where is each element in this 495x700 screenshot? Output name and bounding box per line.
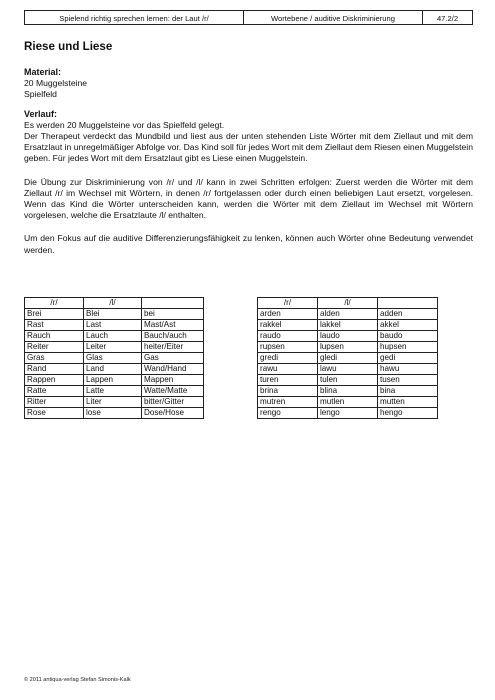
- table-row: [258, 331, 438, 342]
- table-cell: Blei: [84, 309, 142, 320]
- word-table: [24, 297, 204, 419]
- table-cell: Rand: [25, 364, 84, 375]
- table-row: [258, 408, 438, 419]
- table-row: [258, 386, 438, 397]
- verlauf-paragraph-3: Um den Fokus auf die auditive Differenzierungsfähigkeit zu lenken, können auch Wörter ohne Bedeutung verwendet werden.: [24, 233, 473, 255]
- table-cell: tulen: [318, 375, 378, 386]
- table-cell: laudo: [318, 331, 378, 342]
- table-cell: heiter/Eiter: [142, 342, 204, 353]
- table-row: [258, 397, 438, 408]
- material-heading: Material:: [24, 67, 62, 77]
- table-cell: Gras: [25, 353, 84, 364]
- copyright-footer: © 2011 antiqua-verlag Stefan Simonis-Kalk: [24, 677, 131, 683]
- table-row: [25, 331, 204, 342]
- table-cell: lakkel: [318, 320, 378, 331]
- table-cell: Leiter: [84, 342, 142, 353]
- verlauf-section: [24, 109, 473, 256]
- table-cell: rakkel: [258, 320, 318, 331]
- table-cell: tusen: [378, 375, 438, 386]
- table-cell: Rast: [25, 320, 84, 331]
- table-cell: hengo: [378, 408, 438, 419]
- verlauf-intro-line: Es werden 20 Muggelsteine vor das Spielfeld gelegt.: [24, 119, 225, 130]
- table-cell: Bauch/auch: [142, 331, 204, 342]
- table-cell: Ritter: [25, 397, 84, 408]
- table-cell: lawu: [318, 364, 378, 375]
- table-cell: Dose/Hose: [142, 408, 204, 419]
- table-row: [258, 320, 438, 331]
- column-header: /r/: [258, 298, 318, 309]
- table-row: [258, 353, 438, 364]
- table-cell: rengo: [258, 408, 318, 419]
- column-header: /l/: [318, 298, 378, 309]
- table-cell: bina: [378, 386, 438, 397]
- header-series: Spielend richtig sprechen lernen: der Laut /r/: [25, 11, 244, 24]
- table-cell: Lauch: [84, 331, 142, 342]
- table-cell: arden: [258, 309, 318, 320]
- table-cell: Lappen: [84, 375, 142, 386]
- table-cell: baudo: [378, 331, 438, 342]
- table-cell: mutren: [258, 397, 318, 408]
- table-cell: Reiter: [25, 342, 84, 353]
- table-cell: Mast/Ast: [142, 320, 204, 331]
- table-cell: hawu: [378, 364, 438, 375]
- table-header-row: [258, 298, 438, 309]
- column-header: [142, 298, 204, 309]
- table-cell: Brei: [25, 309, 84, 320]
- table-cell: Land: [84, 364, 142, 375]
- table-cell: hupsen: [378, 342, 438, 353]
- table-row: [25, 408, 204, 419]
- table-cell: bitter/Gitter: [142, 397, 204, 408]
- table-cell: gledi: [318, 353, 378, 364]
- table-row: [258, 364, 438, 375]
- verlauf-heading: Verlauf:: [24, 108, 58, 119]
- table-header-row: [25, 298, 204, 309]
- table-cell: Wand/Hand: [142, 364, 204, 375]
- table-cell: raudo: [258, 331, 318, 342]
- table-row: [25, 320, 204, 331]
- column-header: /l/: [84, 298, 142, 309]
- table-cell: Rose: [25, 408, 84, 419]
- table-cell: Glas: [84, 353, 142, 364]
- table-row: [258, 375, 438, 386]
- table-cell: blina: [318, 386, 378, 397]
- document-body: [24, 40, 473, 268]
- table-cell: bei: [142, 309, 204, 320]
- table-cell: gredi: [258, 353, 318, 364]
- table-cell: alden: [318, 309, 378, 320]
- table-cell: Watte/Matte: [142, 386, 204, 397]
- verlauf-instructions: Der Therapeut verdeckt das Mundbild und liest aus der unten stehenden Liste Wörter mit dem Ziellaut und mit dem Ersatzlaut in unregelmäßiger Abfolge vor. Das Kind soll für jedes Wort mit dem Ziellaut dem Riesen einen Muggelstein geben. Für jedes Wort mit dem Ersatzlaut gibt es Liese einen Muggelstein.: [24, 131, 473, 164]
- page-header: [24, 10, 473, 25]
- page-title: Riese und Liese: [24, 40, 113, 53]
- table-row: [258, 309, 438, 320]
- table-cell: rupsen: [258, 342, 318, 353]
- table-cell: Gas: [142, 353, 204, 364]
- verlauf-paragraph-1: [24, 120, 473, 165]
- table-cell: Latte: [84, 386, 142, 397]
- table-cell: lengo: [318, 408, 378, 419]
- table-row: [258, 342, 438, 353]
- table-row: [25, 342, 204, 353]
- table-cell: Rauch: [25, 331, 84, 342]
- material-item: 20 Muggelsteine: [24, 78, 88, 89]
- table-cell: Ratte: [25, 386, 84, 397]
- header-page-number: 47.2/2: [436, 14, 459, 23]
- material-section: [24, 67, 473, 101]
- table-row: [25, 375, 204, 386]
- table-cell: akkel: [378, 320, 438, 331]
- table-cell: rawu: [258, 364, 318, 375]
- column-header: /r/: [25, 298, 84, 309]
- table-cell: mutten: [378, 397, 438, 408]
- table-row: [25, 364, 204, 375]
- verlauf-paragraph-2: Die Übung zur Diskriminierung von /r/ und /l/ kann in zwei Schritten erfolgen: Zuerst werden die Wörter mit dem Ziellaut /r/ im Wechsel mit Wörtern, in denen /r/ fortgelassen oder durch einen beliebigen Laut ersetzt, vorgelesen. Wenn das Kind die Wörter unterscheiden kann, werden die Wörter mit dem Ziellaut im Wechsel mit Wörtern vorgelesen, welche die Ersatzlaute /l/ enthalten.: [24, 176, 473, 221]
- column-header: [378, 298, 438, 309]
- table-cell: Rappen: [25, 375, 84, 386]
- table-cell: Last: [84, 320, 142, 331]
- table-row: [25, 397, 204, 408]
- table-cell: Liter: [84, 397, 142, 408]
- nonsense-word-table: [257, 297, 438, 419]
- table-cell: lupsen: [318, 342, 378, 353]
- table-cell: mutlen: [318, 397, 378, 408]
- table-cell: turen: [258, 375, 318, 386]
- table-row: [25, 353, 204, 364]
- table-cell: adden: [378, 309, 438, 320]
- table-row: [25, 386, 204, 397]
- table-cell: lose: [84, 408, 142, 419]
- material-item: Spielfeld: [24, 89, 57, 100]
- table-row: [25, 309, 204, 320]
- header-section: Wortebene / auditive Diskriminierung: [244, 11, 423, 24]
- table-cell: brina: [258, 386, 318, 397]
- table-cell: Mappen: [142, 375, 204, 386]
- table-cell: gedi: [378, 353, 438, 364]
